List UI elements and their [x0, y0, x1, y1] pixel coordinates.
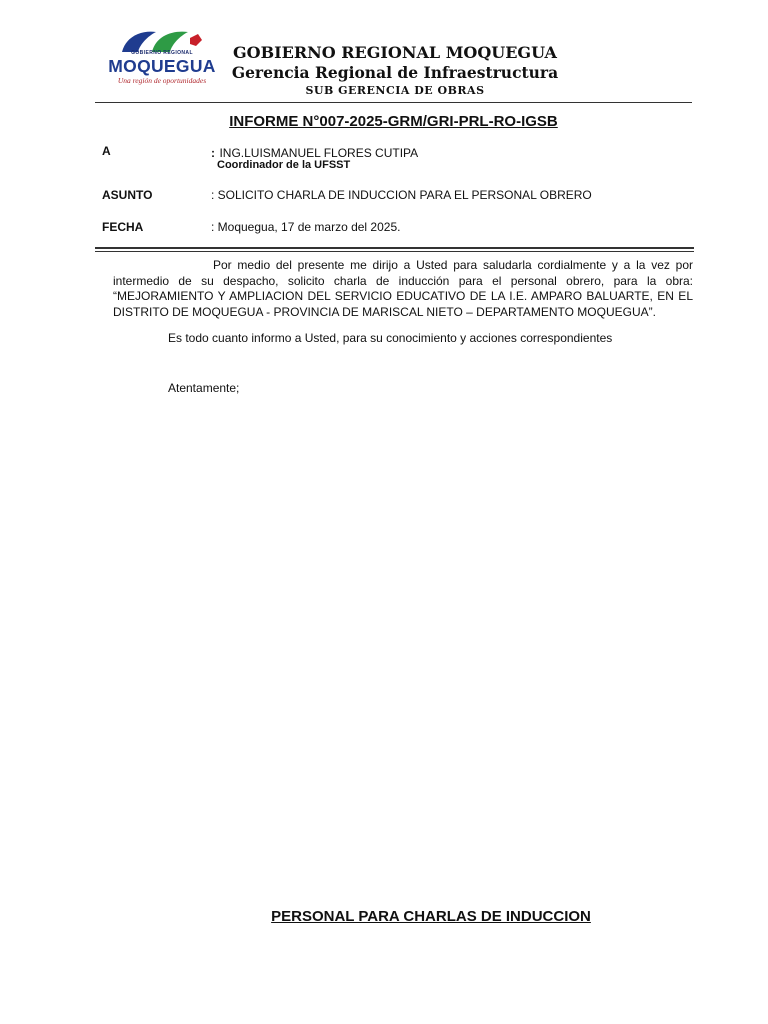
field-a-colon: :	[211, 146, 215, 160]
logo-green-swoosh	[152, 32, 188, 52]
logo-blue-swoosh	[122, 32, 156, 52]
header-gerencia: Gerencia Regional de Infraestructura	[231, 63, 559, 82]
logo-small-text: GOBIERNO REGIONAL	[131, 50, 193, 56]
header-divider	[95, 102, 692, 103]
field-a-value: ING.LUISMANUEL FLORES CUTIPA	[219, 146, 419, 160]
closing-line: Es todo cuanto informo a Usted, para su conocimiento y acciones correspondientes	[168, 331, 613, 345]
logo-slogan: Una región de oportunidades	[117, 76, 207, 85]
header-gobierno: GOBIERNO REGIONAL MOQUEGUA	[233, 43, 557, 62]
field-fecha-value: : Moquegua, 17 de marzo del 2025.	[211, 220, 401, 234]
field-a-subvalue: Coordinador de la UFSST	[217, 159, 351, 171]
salutation: Atentamente;	[168, 381, 240, 395]
field-asunto-value: : SOLICITO CHARLA DE INDUCCION PARA EL PERSONAL OBRERO	[211, 188, 592, 202]
header-subgerencia: SUB GERENCIA DE OBRAS	[305, 84, 485, 97]
logo-name-text: MOQUEGUA	[108, 56, 216, 76]
body-paragraph-text: Por medio del presente me dirijo a Usted para saludarla cordialmente y a la vez por intermedio de su despacho, solicito charla de inducción para el personal obrero, para la obra: “MEJORAMIENTO Y AMPLIACION DEL SERVICIO EDUCATIVO DE LA I.E. AMPARO BALUARTE, EN EL DISTRITO DE MOQUEGUA - PROVINCIA DE MARISCAL NIETO – DEPARTAMENTO MOQUEGUA”.	[113, 258, 693, 319]
field-a-label: A	[102, 144, 111, 158]
footer-title: PERSONAL PARA CHARLAS DE INDUCCION	[271, 908, 591, 925]
section-divider	[95, 247, 694, 252]
field-fecha-label: FECHA	[102, 220, 144, 234]
body-paragraph	[113, 258, 693, 320]
field-asunto-label: ASUNTO	[102, 188, 153, 202]
informe-title: INFORME N°007-2025-GRM/GRI-PRL-RO-IGSB	[229, 113, 558, 130]
